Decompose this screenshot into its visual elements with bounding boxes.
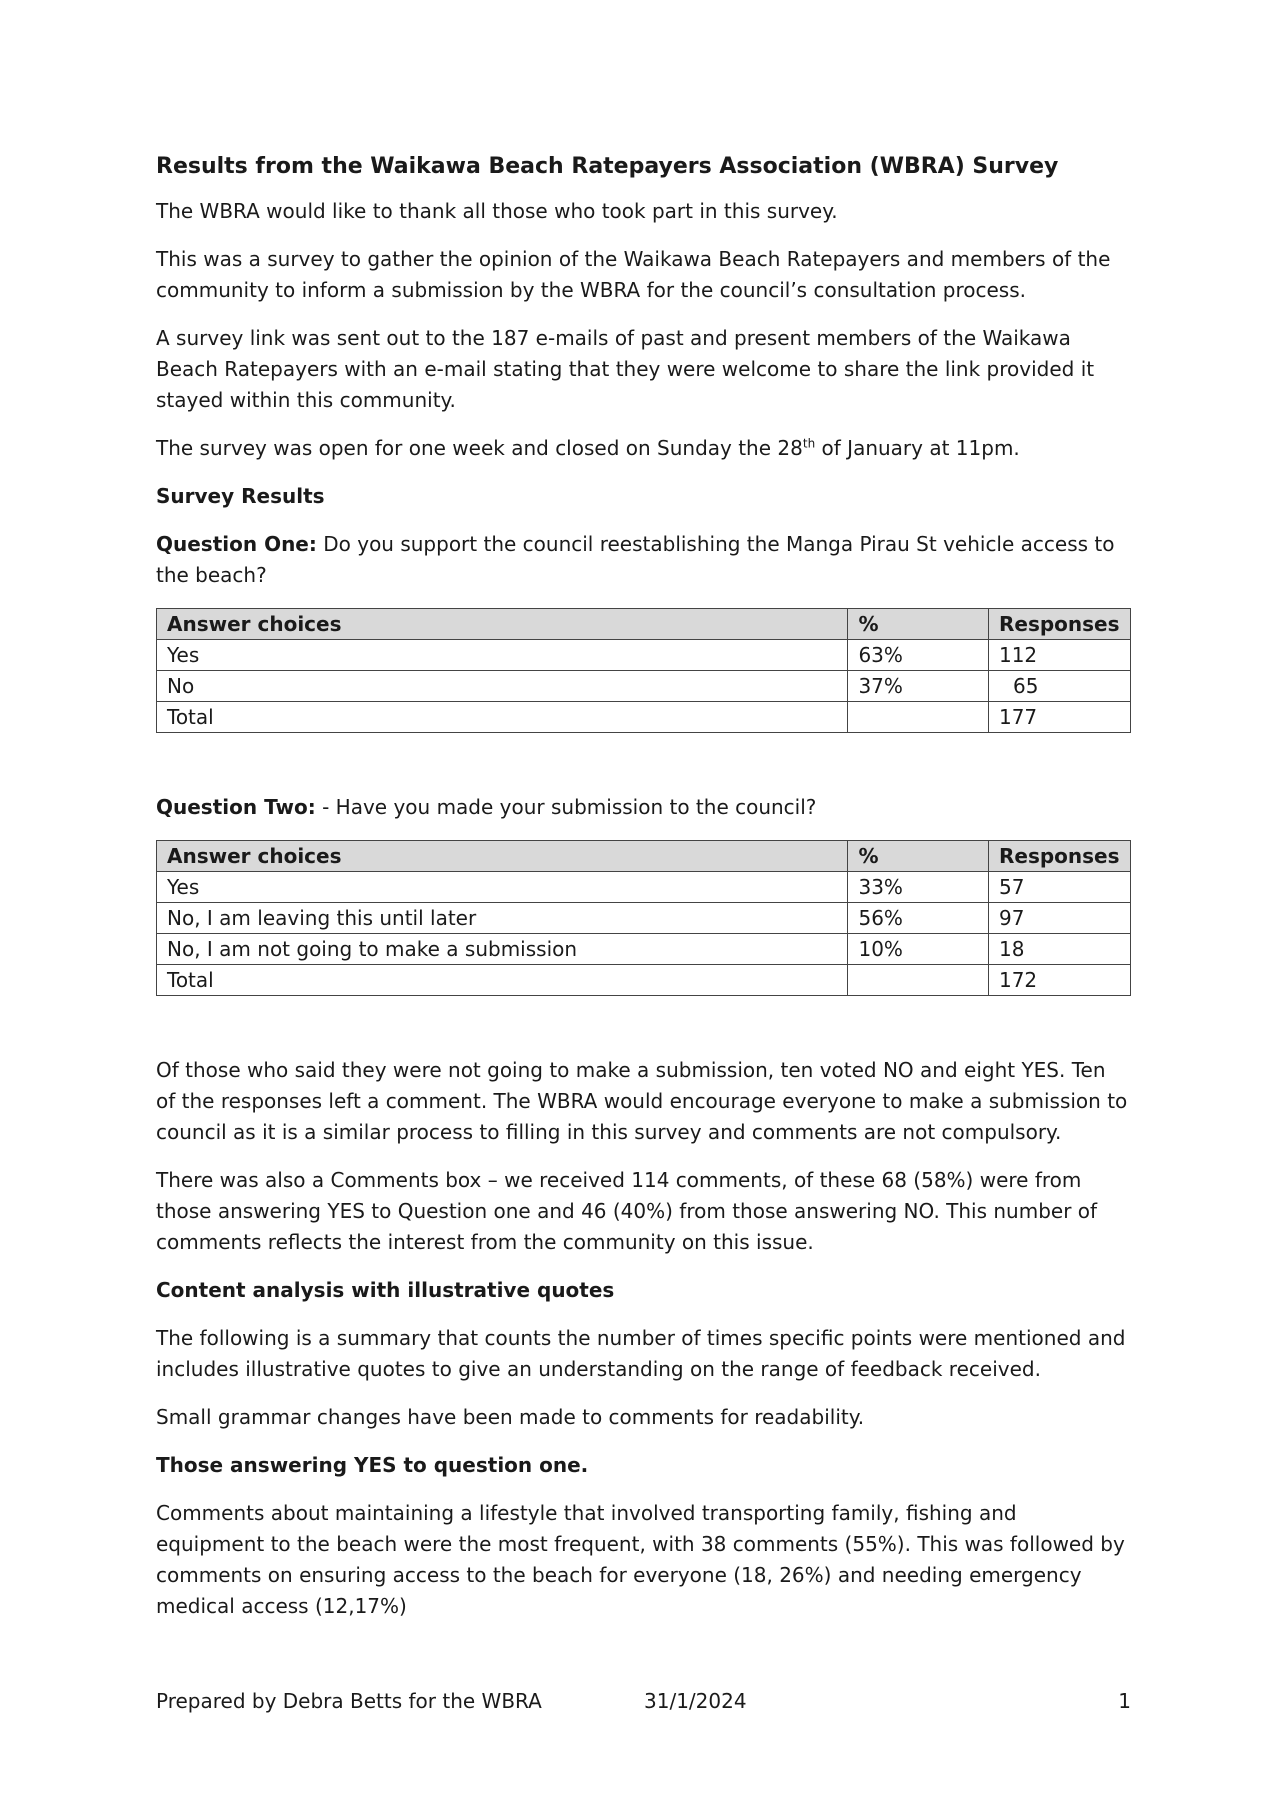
answer-cell: Yes (157, 640, 848, 671)
question-one-text: Do you support the council reestablishing the Manga Pirau St vehicle access to the beach? (156, 532, 1115, 587)
question-one (156, 529, 1131, 591)
answer-cell: Yes (157, 872, 848, 903)
percent-cell: 63% (848, 640, 989, 671)
header-responses: Responses (988, 841, 1130, 872)
header-answer-choices: Answer choices (157, 609, 848, 640)
document-body (156, 152, 1131, 1639)
comments-box-paragraph: There was also a Comments box – we received 114 comments, of these 68 (58%) were from those answering YES to Question one and 46 (40%) from those answering NO. This number of comments reflects the interest from the community on this issue. (156, 1168, 1098, 1254)
footer-prepared-by: Prepared by Debra Betts for the WBRA (156, 1689, 542, 1713)
table-row-total (157, 702, 1131, 733)
yes-answers-heading: Those answering YES to question one. (156, 1453, 589, 1477)
percent-cell: 33% (848, 872, 989, 903)
header-responses: Responses (988, 609, 1130, 640)
table-row (157, 934, 1131, 965)
responses-cell: 65 (988, 671, 1130, 702)
non-submission-paragraph: Of those who said they were not going to make a submission, ten voted NO and eight YES. Ten of the responses left a comment. The WBRA would encourage everyone to make a submission to council as it is a similar process to filling in this survey and comments are not compulsory. (156, 1058, 1128, 1144)
intro-purpose: This was a survey to gather the opinion of the Waikawa Beach Ratepayers and members of the community to inform a submission by the WBRA for the council’s consultation process. (156, 247, 1111, 302)
open-text-before: The survey was open for one week and closed on Sunday the 28 (156, 436, 803, 460)
survey-open-paragraph (156, 433, 1131, 464)
table-row-total (157, 965, 1131, 996)
answer-cell: No, I am not going to make a submission (157, 934, 848, 965)
responses-cell: 177 (988, 702, 1130, 733)
header-answer-choices: Answer choices (157, 841, 848, 872)
table-row (157, 671, 1131, 702)
answer-cell: Total (157, 702, 848, 733)
question-two-text: - Have you made your submission to the council? (315, 795, 817, 819)
document-title: Results from the Waikawa Beach Ratepayers Association (WBRA) Survey (156, 154, 1059, 179)
responses-cell: 18 (988, 934, 1130, 965)
ordinal-suffix: th (802, 436, 816, 451)
responses-cell: 172 (988, 965, 1130, 996)
answer-cell: No (157, 671, 848, 702)
table-row (157, 640, 1131, 671)
percent-cell (848, 702, 989, 733)
question-two (156, 792, 1131, 823)
answer-cell: Total (157, 965, 848, 996)
page-footer (156, 1686, 1131, 1716)
question-one-table (156, 608, 1131, 733)
open-text-after: of January at 11pm. (815, 436, 1020, 460)
question-one-label: Question One: (156, 532, 317, 556)
footer-page-number: 1 (1118, 1689, 1131, 1713)
header-percent: % (848, 841, 989, 872)
intro-survey-link: A survey link was sent out to the 187 e-mails of past and present members of the Waikawa Beach Ratepayers with an e-mail stating that they were welcome to share the link provided it stayed within this community. (156, 326, 1095, 412)
footer-date: 31/1/2024 (644, 1689, 747, 1713)
content-summary-paragraph: The following is a summary that counts the number of times specific points were mentioned and includes illustrative quotes to give an understanding on the range of feedback received. (156, 1326, 1126, 1381)
question-two-table (156, 840, 1131, 996)
percent-cell: 10% (848, 934, 989, 965)
responses-cell: 97 (988, 903, 1130, 934)
yes-answers-paragraph: Comments about maintaining a lifestyle that involved transporting family, fishing and equipment to the beach were the most frequent, with 38 comments (55%). This was followed by comments on ensuring access to the beach for everyone (18, 26%) and needing emergency medical access (12,17%) (156, 1501, 1125, 1618)
grammar-note-paragraph: Small grammar changes have been made to comments for readability. (156, 1405, 865, 1429)
percent-cell (848, 965, 989, 996)
answer-cell: No, I am leaving this until later (157, 903, 848, 934)
responses-cell: 57 (988, 872, 1130, 903)
question-two-label: Question Two: (156, 795, 316, 819)
responses-cell: 112 (988, 640, 1130, 671)
table-row (157, 903, 1131, 934)
percent-cell: 37% (848, 671, 989, 702)
survey-results-heading: Survey Results (156, 484, 325, 508)
intro-thanks: The WBRA would like to thank all those who took part in this survey. (156, 199, 838, 223)
header-percent: % (848, 609, 989, 640)
percent-cell: 56% (848, 903, 989, 934)
table-row (157, 872, 1131, 903)
table-header-row (157, 609, 1131, 640)
content-analysis-heading: Content analysis with illustrative quotes (156, 1278, 615, 1302)
table-header-row (157, 841, 1131, 872)
